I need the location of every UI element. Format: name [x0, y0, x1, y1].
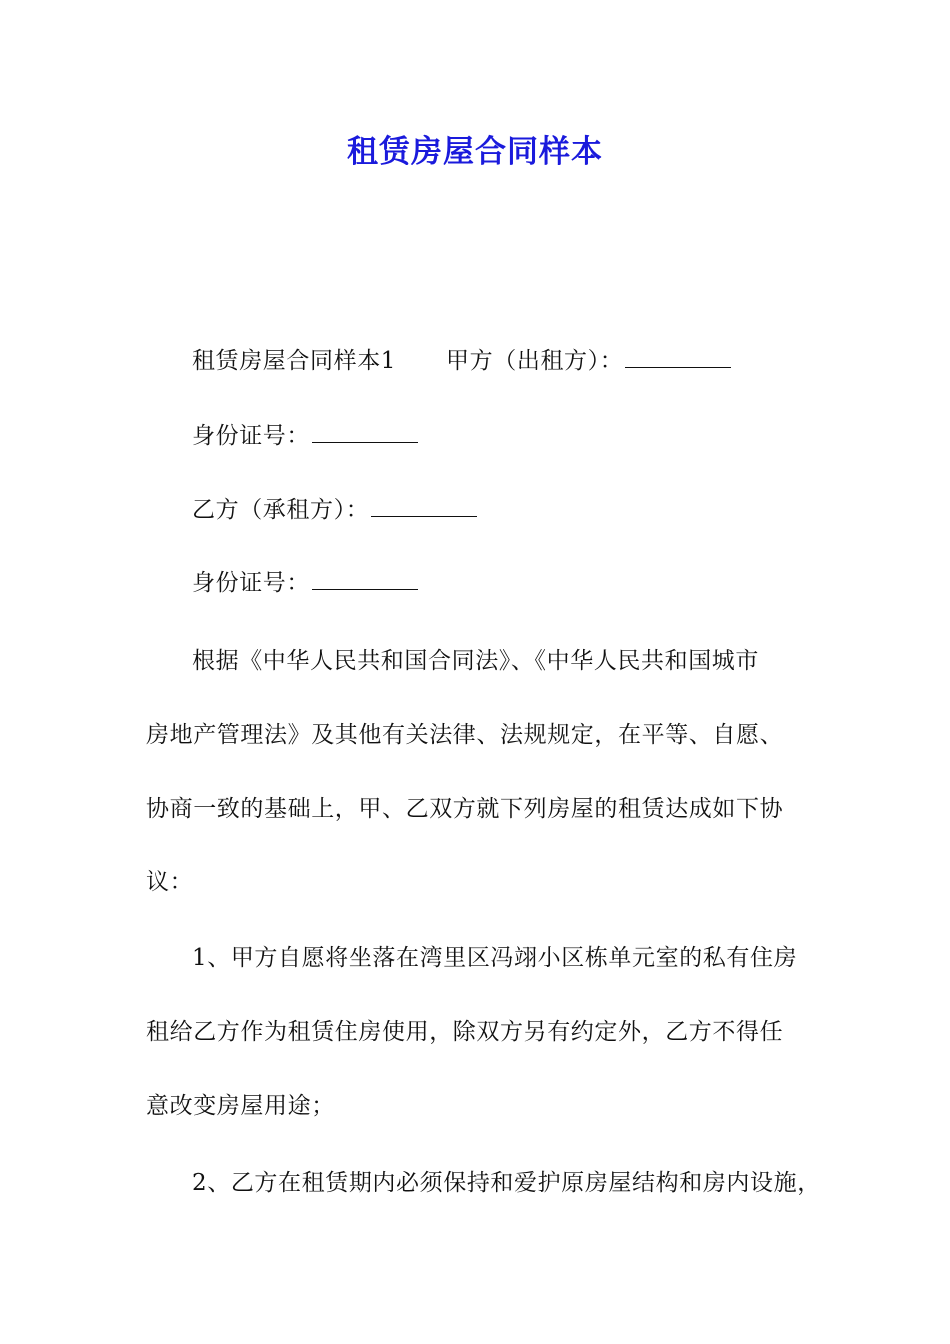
party-b-id-line: [192, 565, 418, 601]
paragraph-1-line-3: 协商一致的基础上，甲、乙双方就下列房屋的租赁达成如下协: [146, 796, 784, 822]
party-b-blank: [371, 494, 477, 517]
party-a-blank: [625, 345, 731, 368]
paragraph-3-line-1: 2、乙方在租赁期内必须保持和爱护原房屋结构和房内设施，: [192, 1170, 821, 1196]
party-a-id-line: [192, 418, 418, 454]
paragraph-1-line-1: 根据《中华人民共和国合同法》、《中华人民共和国城市: [192, 648, 759, 674]
paragraph-1-line-4: 议：: [146, 869, 194, 895]
party-b-line: [192, 492, 477, 528]
header-line: [192, 343, 731, 379]
sample-label: 租赁房屋合同样本1: [192, 348, 397, 374]
party-b-id-label: 身份证号：: [192, 570, 310, 596]
paragraph-1-line-2: 房地产管理法》及其他有关法律、法规规定，在平等、自愿、: [146, 722, 784, 748]
party-b-id-blank: [312, 567, 418, 590]
party-a-id-label: 身份证号：: [192, 423, 310, 449]
document-title: 租赁房屋合同样本: [347, 134, 603, 170]
paragraph-2-line-3: 意改变房屋用途；: [146, 1093, 335, 1119]
paragraph-2-line-1: 1、甲方自愿将坐落在湾里区冯翊小区栋单元室的私有住房: [192, 945, 798, 971]
party-b-label: 乙方（承租方）：: [192, 497, 370, 523]
party-a-label: 甲方（出租方）：: [446, 348, 624, 374]
paragraph-2-line-2: 租给乙方作为租赁住房使用，除双方另有约定外，乙方不得任: [146, 1019, 784, 1045]
party-a-id-blank: [312, 420, 418, 443]
